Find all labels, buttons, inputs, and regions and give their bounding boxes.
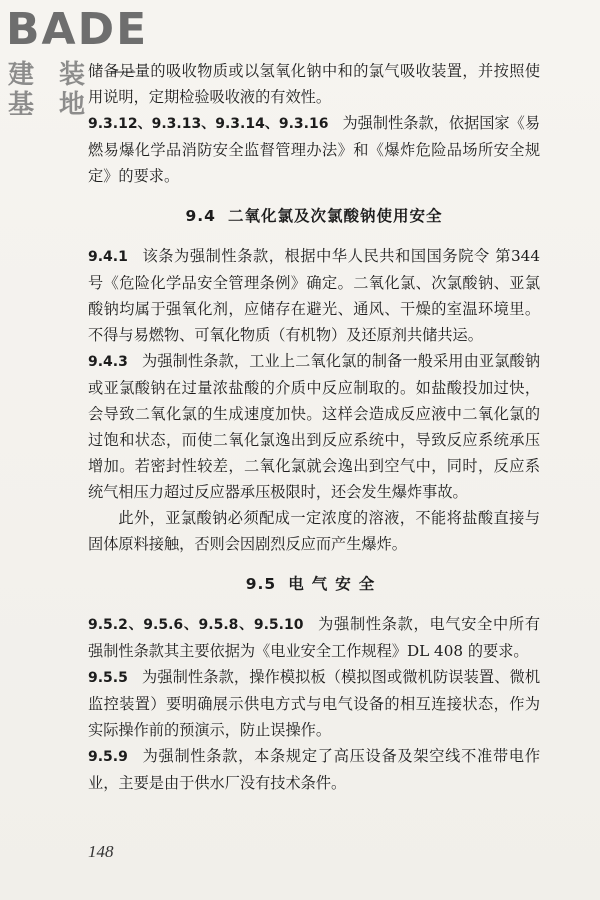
section-heading [88, 571, 540, 597]
paragraph-text: 为强制性条款，本条规定了高压设备及架空线不准带电作业，主要是由于供水厂没有技术条件。 [88, 747, 540, 792]
page-number: 148 [88, 842, 114, 861]
paragraph [88, 58, 540, 110]
clause-number: 9.4.3 [88, 354, 128, 370]
page-content [88, 58, 540, 796]
clause-number: 9.5.2、9.5.6、9.5.8、9.5.10 [88, 617, 304, 633]
paragraph-text: 为强制性条款，操作模拟板（模拟图或微机防误装置、微机监控装置）要明确展示供电方式与电气设备的相互连接状态，作为实际操作前的预演示，防止误操作。 [88, 668, 540, 739]
watermark-logo-text: BADE [6, 4, 149, 55]
paragraph-text: 该条为强制性条款，根据中华人民共和国国务院令 第344号《危险化学品安全管理条例》确定。二氧化氯、次氯酸钠、亚氯酸钠均属于强氧化剂，应储存在避光、通风、干燥的室温环境里。不得与易燃物、可氧化物质（有机物）及还原剂共储共运。 [88, 247, 540, 344]
paragraph-clause [88, 243, 540, 348]
paragraph-clause [88, 743, 540, 796]
paragraph-text: 此外，亚氯酸钠必须配成一定浓度的溶液，不能将盐酸直接与固体原料接触，否则会因剧烈反应而产生爆炸。 [88, 509, 540, 553]
clause-number: 9.5.5 [88, 670, 128, 686]
watermark-subtext: 建 装 一 基 地 [8, 60, 145, 120]
section-heading [88, 203, 540, 229]
paragraph-text: 为强制性条款，依据国家《易燃易爆化学品消防安全监督管理办法》和《爆炸危险品场所安全规定》的要求。 [88, 114, 541, 185]
clause-number: 9.5.9 [88, 749, 128, 765]
section-title: 二氧化氯及次氯酸钠使用安全 [227, 206, 443, 225]
section-number: 9.4 [185, 207, 216, 225]
section-number: 9.5 [245, 575, 277, 593]
paragraph-clause [88, 664, 540, 743]
clause-number: 9.4.1 [88, 249, 128, 265]
clause-number: 9.3.12、9.3.13、9.3.14、9.3.16 [88, 116, 329, 132]
paragraph-clause [88, 611, 540, 664]
section-title: 电气安全 [288, 574, 383, 593]
paragraph-indented [88, 505, 540, 557]
paragraph-text: 储备足量的吸收物质或以氢氧化钠中和的氯气吸收装置，并按照使用说明，定期检验吸收液的有效性。 [88, 62, 540, 106]
paragraph-text: 为强制性条款，工业上二氧化氯的制备一般采用由亚氯酸钠或亚氯酸钠在过量浓盐酸的介质中反应制取的。如盐酸投加过快，会导致二氧化氯的生成速度加快。这样会造成反应液中二氧化氯的过饱和状态，而使二氧化氯逸出到反应系统中，导致反应系统承压增加。若密封性较差，二氧化氯就会逸出到空气中，同时，反应系统气相压力超过反应器承压极限时，还会发生爆炸事故。 [88, 352, 540, 501]
paragraph-text: 为强制性条款，电气安全中所有强制性条款其主要依据为《电业安全工作规程》DL 408 的要求。 [88, 615, 541, 660]
paragraph-clause [88, 348, 540, 505]
paragraph-clause [88, 110, 540, 189]
